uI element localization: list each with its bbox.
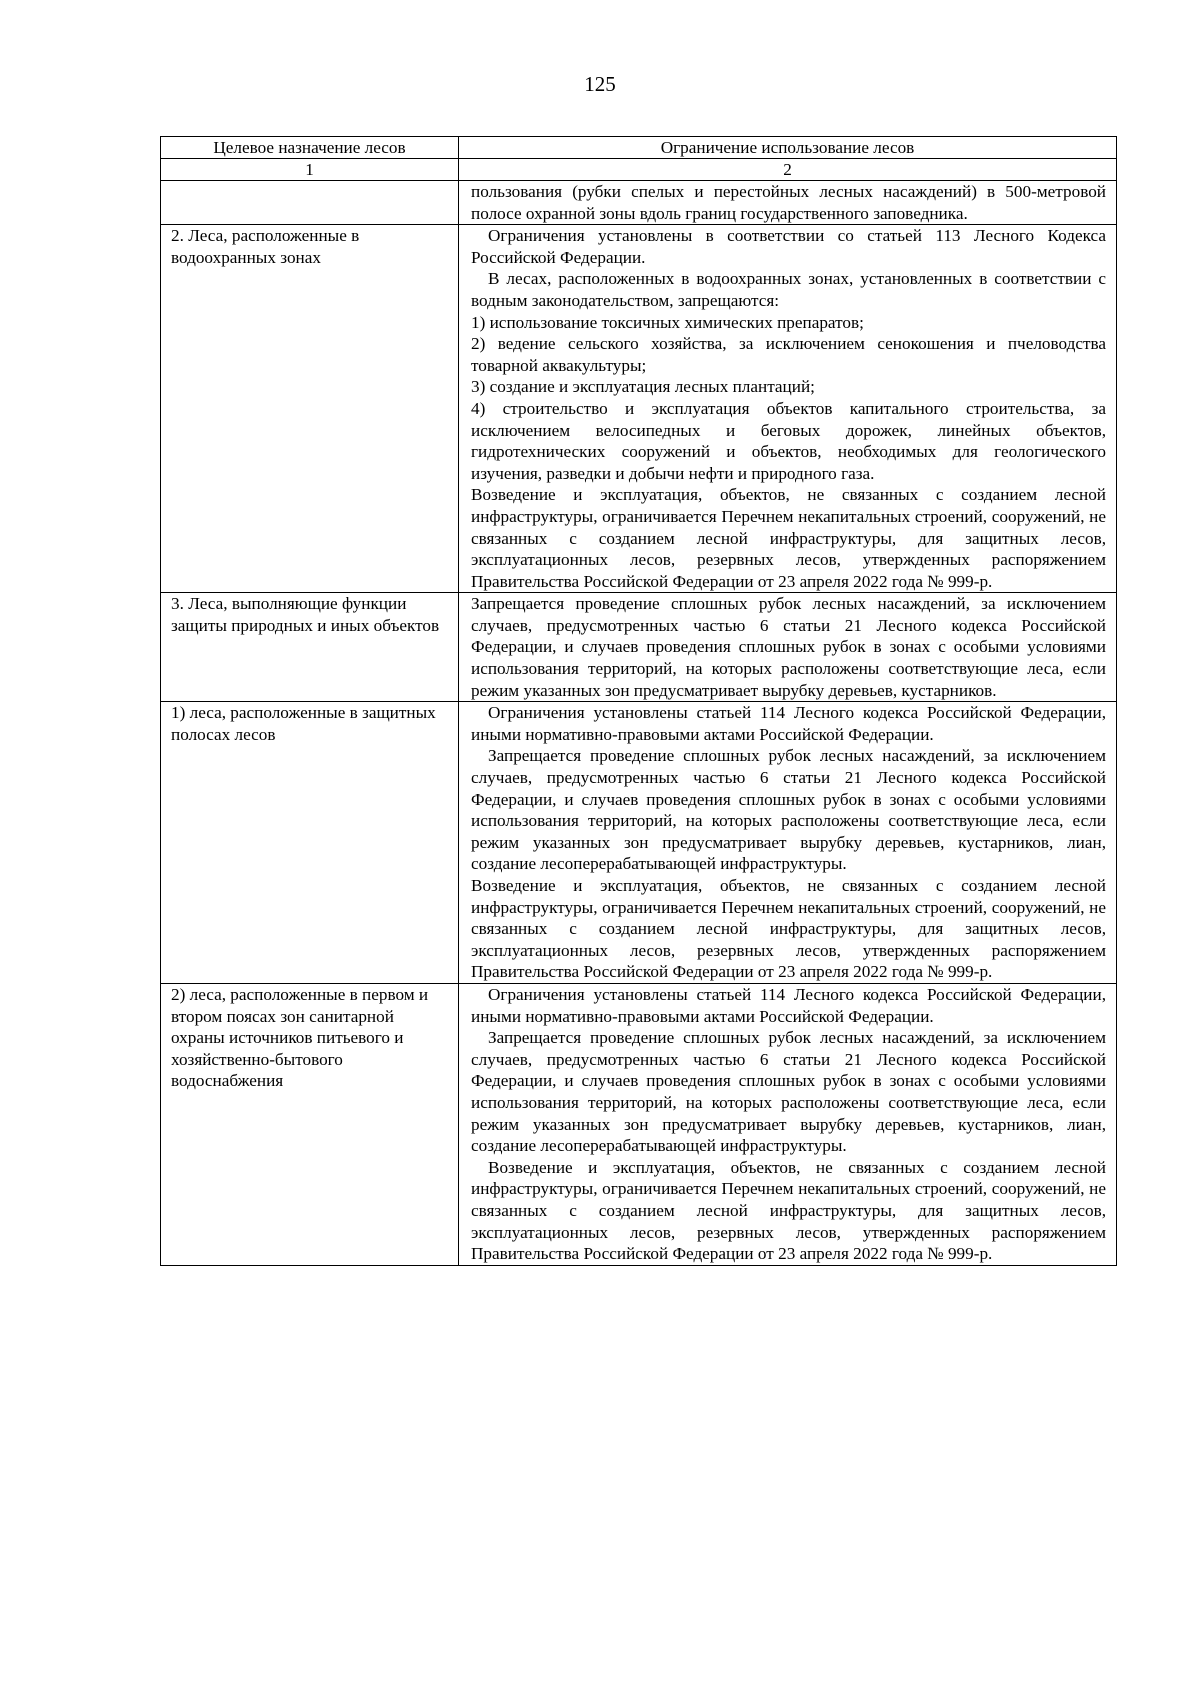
restriction-paragraph: Запрещается проведение сплошных рубок лесных насаждений, за исключением случаев, предусмотренных частью 6 статьи 21 Лесного кодекса Российской Федерации, и случаев проведения сплошных рубок в зонах с особыми условиями использования территорий, на которых расположены соответствующие леса, если режим указанных зон предусматривает вырубку деревьев, кустарников. — [471, 594, 1106, 700]
restriction-list-item: 2) ведение сельского хозяйства, за исключением сенокошения и пчеловодства товарной аквакультуры; — [471, 334, 1106, 375]
category-text: 2) леса, расположенные в первом и втором поясах зон санитарной охраны источников питьевого и хозяйственно-бытового водоснабжения — [171, 984, 429, 1091]
page-number: 125 — [584, 72, 616, 96]
forest-restrictions-table — [160, 136, 1117, 1266]
restriction-cell — [459, 702, 1117, 984]
restriction-list-item: 3) создание и эксплуатация лесных плантаций; — [471, 377, 815, 397]
table-row — [161, 181, 1117, 225]
category-cell — [161, 983, 459, 1265]
restriction-paragraph: В лесах, расположенных в водоохранных зонах, установленных в соответствии с водным законодательством, запрещаются: — [471, 269, 1106, 310]
category-text: 1) леса, расположенные в защитных полосах лесов — [171, 703, 436, 744]
restriction-paragraph: Запрещается проведение сплошных рубок лесных насаждений, за исключением случаев, предусмотренных частью 6 статьи 21 Лесного кодекса Российской Федерации, и случаев проведения сплошных рубок в зонах с особыми условиями использования территорий, на которых расположены соответствующие леса, если режим указанных зон предусматривает вырубку деревьев, кустарников, лиан, создание лесоперерабатывающей инфраструктуры. — [471, 1028, 1106, 1156]
table-row — [161, 593, 1117, 702]
restriction-cell — [459, 593, 1117, 702]
category-cell — [161, 593, 459, 702]
category-cell — [161, 225, 459, 593]
restriction-paragraph: Ограничения установлены статьей 114 Лесного кодекса Российской Федерации, иными нормативно-правовыми актами Российской Федерации. — [471, 984, 1106, 1026]
header-restriction: Ограничение использование лесов — [459, 137, 1117, 159]
column-numbers-row — [161, 159, 1117, 181]
restriction-paragraph: пользования (рубки спелых и перестойных лесных насаждений) в 500-метровой полосе охранной зоны вдоль границ государственного заповедника. — [471, 182, 1106, 223]
table-row — [161, 225, 1117, 593]
table-row — [161, 983, 1117, 1265]
category-text: 2. Леса, расположенные в водоохранных зонах — [171, 226, 360, 267]
restriction-paragraph: Запрещается проведение сплошных рубок лесных насаждений, за исключением случаев, предусмотренных частью 6 статьи 21 Лесного кодекса Российской Федерации, и случаев проведения сплошных рубок в зонах с особыми условиями использования территорий, на которых расположены соответствующие леса, если режим указанных зон предусматривает вырубку деревьев, кустарников, лиан, создание лесоперерабатывающей инфраструктуры. — [471, 746, 1106, 874]
table-row — [161, 702, 1117, 984]
column-number-1: 1 — [161, 159, 459, 181]
restriction-paragraph: Возведение и эксплуатация, объектов, не связанных с созданием лесной инфраструктуры, ограничивается Перечнем некапитальных строений, сооружений, не связанных с созданием лесной инфраструктуры, для защитных лесов, эксплуатационных лесов, резервных лесов, утвержденных распоряжением Правительства Российской Федерации от 23 апреля 2022 года № 999-р. — [471, 485, 1106, 591]
table-header-row — [161, 137, 1117, 159]
restriction-cell — [459, 983, 1117, 1265]
restriction-cell — [459, 225, 1117, 593]
restriction-list-item: 4) строительство и эксплуатация объектов капитального строительства, за исключением велосипедных и беговых дорожек, линейных объектов, гидротехнических сооружений и объектов, необходимых для геологического изучения, разведки и добычи нефти и природного газа. — [471, 398, 1106, 483]
restriction-paragraph: Возведение и эксплуатация, объектов, не связанных с созданием лесной инфраструктуры, ограничивается Перечнем некапитальных строений, сооружений, не связанных с созданием лесной инфраструктуры, для защитных лесов, эксплуатационных лесов, резервных лесов, утвержденных распоряжением Правительства Российской Федерации от 23 апреля 2022 года № 999-р. — [471, 876, 1106, 982]
category-text: 3. Леса, выполняющие функции защиты природных и иных объектов — [171, 594, 440, 635]
restriction-list-item: 1) использование токсичных химических препаратов; — [471, 312, 864, 332]
column-number-2: 2 — [459, 159, 1117, 181]
restriction-paragraph: Ограничения установлены статьей 114 Лесного кодекса Российской Федерации, иными нормативно-правовыми актами Российской Федерации. — [471, 703, 1106, 744]
category-cell — [161, 181, 459, 225]
header-purpose: Целевое назначение лесов — [161, 137, 459, 159]
restriction-paragraph: Ограничения установлены в соответствии со статьей 113 Лесного Кодекса Российской Федерации. — [471, 226, 1106, 267]
restriction-cell — [459, 181, 1117, 225]
category-cell — [161, 702, 459, 984]
restriction-paragraph: Возведение и эксплуатация, объектов, не связанных с созданием лесной инфраструктуры, ограничивается Перечнем некапитальных строений, сооружений, не связанных с созданием лесной инфраструктуры, для защитных лесов, эксплуатационных лесов, резервных лесов, утвержденных распоряжением Правительства Российской Федерации от 23 апреля 2022 года № 999-р. — [471, 1157, 1106, 1264]
